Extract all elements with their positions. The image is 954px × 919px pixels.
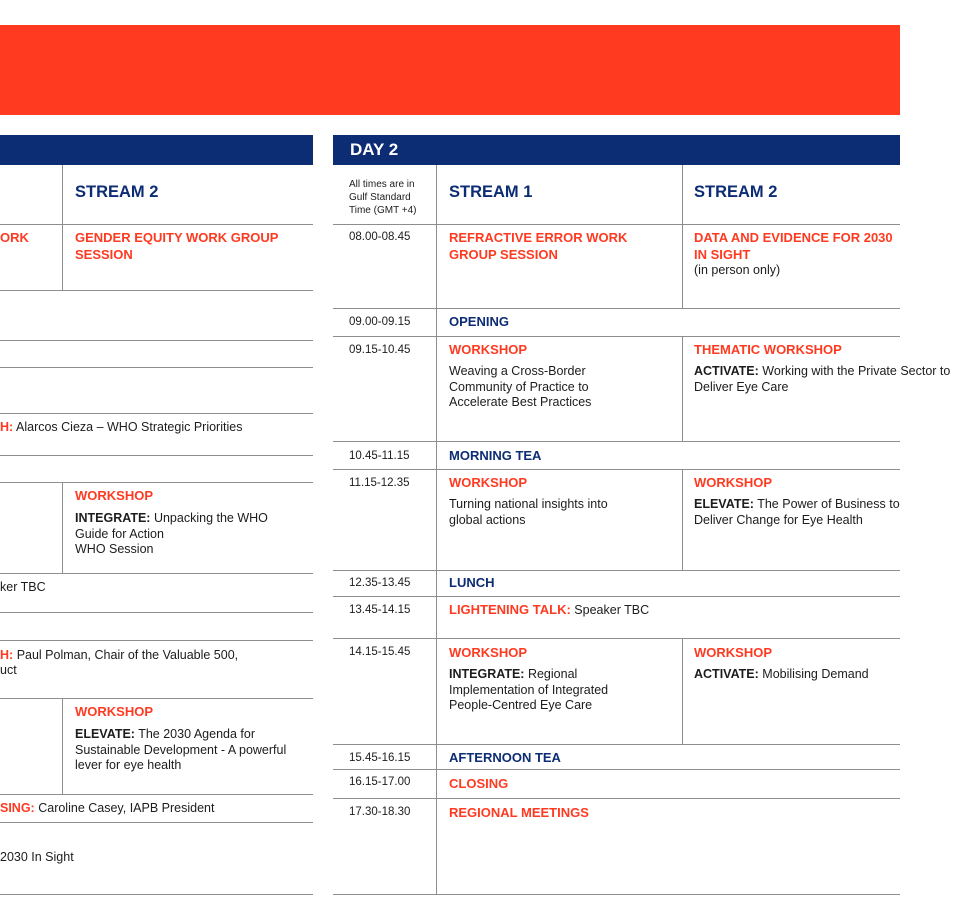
workshop-label: WORKSHOP (75, 704, 153, 719)
divider (0, 573, 313, 574)
session-time: 11.15-12.35 (349, 477, 410, 489)
divider (0, 794, 313, 795)
divider (0, 290, 313, 291)
workshop-track: ACTIVATE: (694, 364, 759, 378)
session-time: 09.00-09.15 (349, 316, 411, 328)
data-evidence-session (694, 229, 899, 279)
divider (333, 769, 900, 770)
divider (333, 308, 900, 309)
workshop-label: WORKSHOP (449, 475, 527, 490)
divider (0, 455, 313, 456)
workshop-activate-demand (694, 644, 900, 683)
regional-meetings: REGIONAL MEETINGS (449, 805, 589, 820)
divider (333, 744, 900, 745)
day1-casey-talk (0, 801, 214, 815)
stream-column-divider (682, 165, 683, 308)
workshop-track: ACTIVATE: (694, 667, 759, 681)
divider (62, 165, 63, 291)
workshop-text: Regional Implementation of Integrated People-Centred Eye Care (449, 667, 609, 712)
day1-stream1-title: ORK (0, 230, 29, 245)
morning-tea: MORNING TEA (449, 448, 542, 463)
workshop-text: The 2030 Agenda for Sustainable Development - A powerful lever for eye health (75, 727, 287, 772)
session-time: 12.35-13.45 (349, 577, 411, 589)
divider (333, 441, 900, 442)
divider (0, 413, 313, 414)
session-title: DATA AND EVIDENCE FOR 2030 IN SIGHT (694, 230, 893, 262)
divider (0, 612, 313, 613)
workshop-description (694, 667, 900, 683)
workshop-track: INTEGRATE: (75, 511, 151, 525)
divider (0, 640, 313, 641)
workshop-label: WORKSHOP (449, 645, 527, 660)
workshop-integrate-regional (449, 644, 674, 714)
day1-speaker-tbc: ker TBC (0, 580, 46, 594)
divider (0, 822, 313, 823)
top-banner (0, 25, 900, 115)
stream-column-divider (682, 469, 683, 570)
session-time: 16.15-17.00 (349, 776, 411, 788)
workshop-national-insights (449, 474, 674, 528)
talk-text: Alarcos Cieza – WHO Strategic Priorities (16, 420, 243, 434)
session-time: 15.45-16.15 (349, 752, 411, 764)
talk-text: Paul Polman, Chair of the Valuable 500, (16, 648, 239, 662)
divider (333, 638, 900, 639)
day1-header-bar (0, 135, 313, 165)
divider (333, 469, 900, 470)
session-time: 10.45-11.15 (349, 450, 410, 462)
thematic-workshop (694, 341, 951, 395)
workshop-description (694, 497, 919, 528)
talk-text: Speaker TBC (574, 603, 650, 617)
day2-header-bar (333, 135, 900, 165)
lunch: LUNCH (449, 575, 495, 590)
workshop-track: ELEVATE: (694, 497, 754, 511)
workshop-track: ELEVATE: (75, 727, 135, 741)
workshop-label: THEMATIC WORKSHOP (694, 342, 842, 357)
workshop-label: WORKSHOP (694, 475, 772, 490)
workshop-track: INTEGRATE: (449, 667, 525, 681)
divider (0, 482, 313, 483)
workshop-description (75, 727, 300, 774)
day2-stream1-header: STREAM 1 (449, 183, 533, 201)
day2-title: DAY 2 (350, 140, 399, 159)
session-time: 17.30-18.30 (349, 806, 411, 818)
workshop-subtext: WHO Session (75, 542, 154, 556)
divider (0, 224, 313, 225)
talk-lead: LIGHTENING TALK: (449, 602, 571, 617)
workshop-text: Unpacking the WHO Guide for Action (75, 511, 268, 541)
closing-session: CLOSING (449, 776, 509, 791)
talk-lead: SING: (0, 801, 35, 815)
day1-stream2-header: STREAM 2 (75, 183, 159, 201)
divider (333, 798, 900, 799)
divider (0, 340, 313, 341)
workshop-label: WORKSHOP (75, 488, 153, 503)
divider (333, 596, 900, 597)
workshop-label: WORKSHOP (694, 645, 772, 660)
stream-column-divider (682, 336, 683, 441)
day1-cieza-talk (0, 420, 242, 434)
refractive-error-session: REFRACTIVE ERROR WORK GROUP SESSION (449, 230, 628, 262)
workshop-text: Weaving a Cross-Border Community of Practice to Accelerate Best Practices (449, 364, 592, 409)
talk-text: Caroline Casey, IAPB President (38, 801, 215, 815)
lightening-talk (449, 602, 649, 617)
session-time: 13.45-14.15 (349, 604, 411, 616)
timezone-note: All times are in Gulf Standard Time (GMT +4) (349, 179, 417, 216)
divider (333, 224, 900, 225)
day2-stream2-header: STREAM 2 (694, 183, 778, 201)
day1-workshop-integrate (75, 487, 300, 558)
divider (62, 698, 63, 794)
talk-lead: H: (0, 420, 14, 434)
stream-column-divider (682, 638, 683, 744)
workshop-cross-border (449, 341, 674, 411)
day1-stream2-title: GENDER EQUITY WORK GROUP SESSION (75, 230, 279, 262)
divider (333, 894, 900, 895)
workshop-description (449, 667, 639, 714)
day1-last-row: 2030 In Sight (0, 850, 74, 864)
time-column-divider (436, 165, 437, 894)
talk-lead: H: (0, 648, 14, 662)
workshop-elevate-business (694, 474, 900, 528)
divider (0, 698, 313, 699)
divider (62, 482, 63, 573)
workshop-text: Working with the Private Sector to Deliver Eye Care (694, 364, 951, 394)
workshop-description (75, 511, 300, 542)
day1-polman-line2: uct (0, 663, 17, 677)
session-time: 09.15-10.45 (349, 344, 411, 356)
session-time: 08.00-08.45 (349, 231, 411, 243)
workshop-label: WORKSHOP (449, 342, 527, 357)
afternoon-tea: AFTERNOON TEA (449, 750, 561, 765)
session-note: (in person only) (694, 263, 781, 277)
divider (333, 570, 900, 571)
day1-polman-talk (0, 648, 238, 662)
divider (0, 367, 313, 368)
session-time: 14.15-15.45 (349, 646, 411, 658)
workshop-text: Turning national insights into global actions (449, 497, 608, 527)
opening-session: OPENING (449, 314, 509, 329)
divider (0, 894, 313, 895)
workshop-text: The Power of Business to Deliver Change for Eye Health (694, 497, 900, 527)
workshop-text: Mobilising Demand (762, 667, 869, 681)
day1-workshop-elevate (75, 703, 300, 774)
workshop-description (694, 364, 954, 395)
divider (333, 336, 900, 337)
